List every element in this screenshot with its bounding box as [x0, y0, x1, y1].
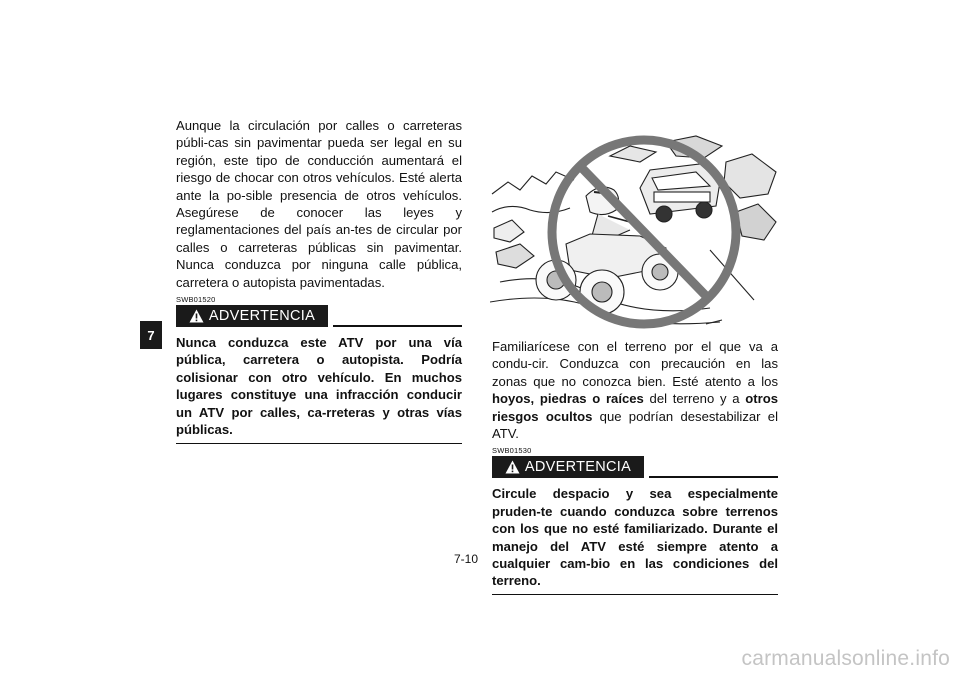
- warning-code-left: SWB01520: [176, 295, 216, 305]
- warning-code-right: SWB01530: [492, 446, 532, 456]
- bold-hidden-risks: otros riesgos ocultos: [492, 391, 779, 424]
- warning-rule: [649, 476, 778, 478]
- chapter-tab: 7: [140, 321, 162, 349]
- warning-label: ADVERTENCIA: [208, 308, 316, 325]
- warning-triangle-icon: [189, 309, 204, 323]
- warning-text-right: Circule despacio y sea especialmente pruden-te cuando conduzca sobre terrenos con los que no esté familiarizado. Durante el manejo del ATV esté siempre atento a cualquier cam-bio en las condiciones del terreno.: [492, 485, 778, 594]
- warning-badge: [176, 305, 328, 327]
- warning-triangle-icon: [505, 460, 520, 474]
- warning-label: ADVERTENCIA: [524, 459, 632, 476]
- warning-text-left: Nunca conduzca este ATV por una vía pública, carretera o autopista. Podría colisionar con otro vehículo. En muchos lugares constituye una infracción conducir un ATV por calles, ca-rreteras y otras vías públicas.: [176, 334, 462, 443]
- warning-header-left: [176, 305, 462, 329]
- left-column: [176, 117, 462, 444]
- right-paragraph: Familiarícese con el terreno por el que va a condu-cir. Conduzca con precaución en las zonas que no conozca bien. Esté atento a los hoyos, piedras o raíces del terreno y a otros riesgos ocultos que podrían desestabilizar el ATV.: [492, 339, 779, 442]
- bold-hazards: hoyos, piedras o raíces: [492, 391, 644, 407]
- watermark: carmanualsonline.info: [741, 647, 950, 670]
- warning-header-right: [492, 456, 778, 480]
- left-paragraph: Aunque la circulación por calles o carreteras públi-cas sin pavimentar pueda ser legal en su región, este tipo de conducción aumentará el riesgo de chocar con otros vehículos. Esté alerta ante la po-sible presencia de otros vehículos. Asegúrese de conocer las leyes y reglamentaciones del país an-tes de circular por calles o carreteras públicas sin pavimentar. Nunca conduzca por ninguna calle pública, carretera o autopista pavimentadas.: [176, 118, 462, 290]
- page-number: 7-10: [454, 552, 479, 566]
- right-column: [492, 338, 778, 595]
- warning-badge: [492, 456, 644, 478]
- atv-no-road-illustration: [490, 132, 780, 330]
- warning-rule: [333, 325, 462, 327]
